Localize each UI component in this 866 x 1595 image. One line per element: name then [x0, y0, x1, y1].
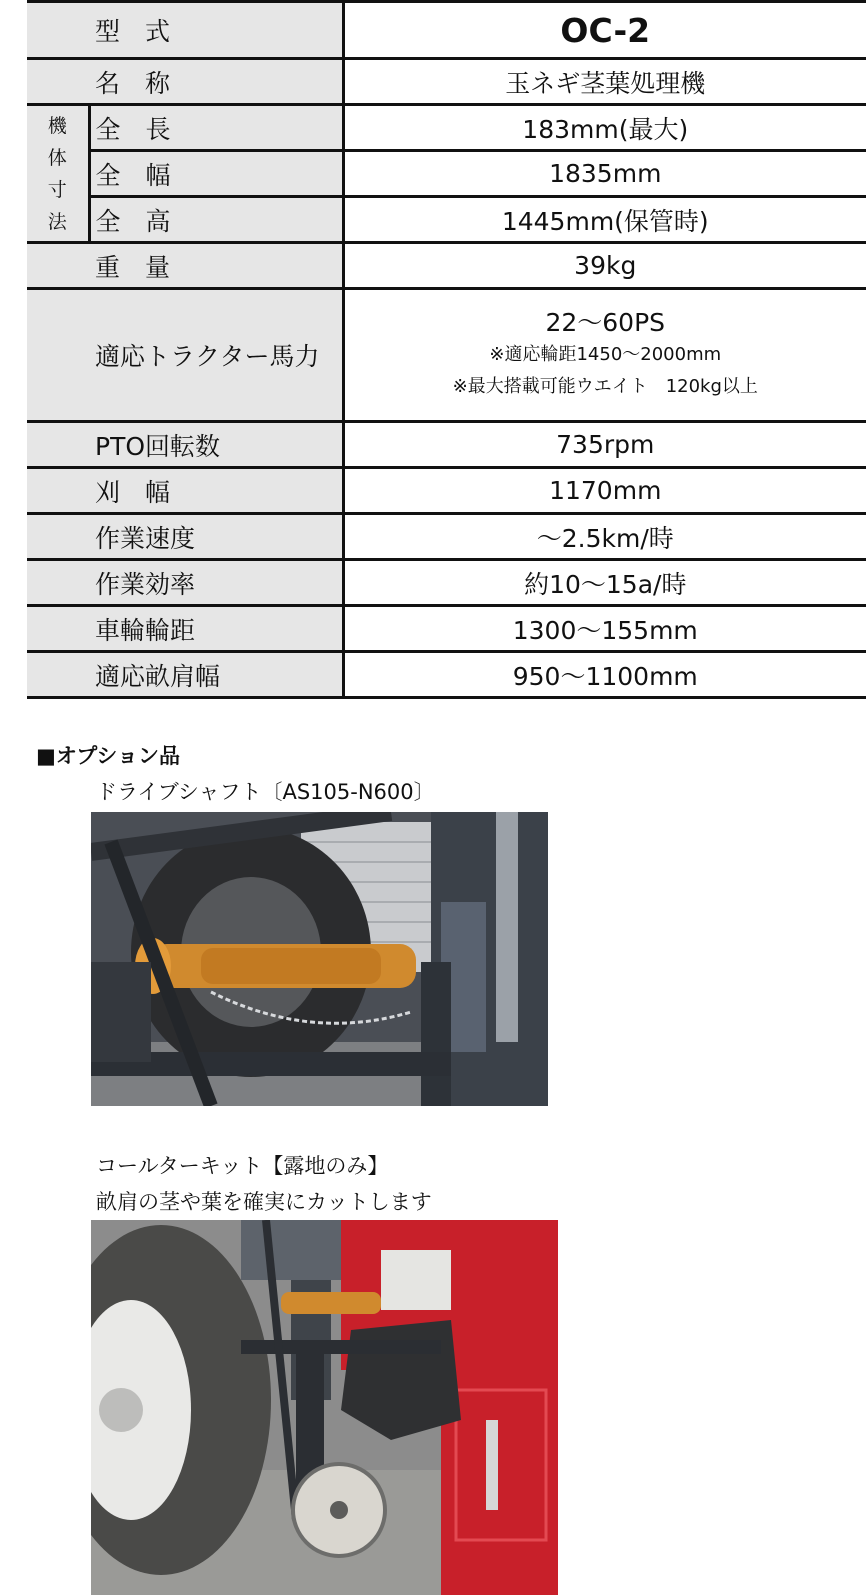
label-efficiency: 作業効率 — [27, 560, 343, 606]
value-pto: 735rpm — [343, 422, 866, 468]
options-heading: ■オプション品 — [36, 744, 180, 768]
spec-row-weight — [27, 243, 866, 289]
spec-row-efficiency — [27, 560, 866, 606]
label-model: 型 式 — [27, 2, 343, 59]
option-caption-coulter-kit: コールターキット【露地のみ】 — [96, 1154, 389, 1178]
value-efficiency: 約10～15a/時 — [343, 560, 866, 606]
spec-row-width — [27, 151, 866, 197]
spec-row-pto — [27, 422, 866, 468]
spec-row-speed — [27, 514, 866, 560]
spec-row-height — [27, 197, 866, 243]
option-caption-drive-shaft: ドライブシャフト〔AS105-N600〕 — [96, 780, 435, 804]
label-tread: 車輪輪距 — [27, 606, 343, 652]
group-char: 体 — [47, 146, 67, 169]
value-speed: ～2.5km/時 — [343, 514, 866, 560]
value-tread: 1300～155mm — [343, 606, 866, 652]
label-dimensions-group — [27, 105, 89, 243]
spec-table — [27, 0, 866, 699]
drive-shaft-illustration — [91, 812, 548, 1106]
label-ridge: 適応畝肩幅 — [27, 652, 343, 698]
value-tractor — [343, 289, 866, 422]
label-length: 全 長 — [89, 105, 343, 151]
label-speed: 作業速度 — [27, 514, 343, 560]
group-char: 寸 — [47, 178, 67, 201]
value-ridge: 950～1100mm — [343, 652, 866, 698]
value-name: 玉ネギ茎葉処理機 — [343, 59, 866, 105]
coulter-kit-photo — [91, 1220, 558, 1595]
label-tractor: 適応トラクター馬力 — [27, 289, 343, 422]
tractor-hp: 22～60PS — [545, 308, 666, 337]
coulter-kit-illustration — [91, 1220, 558, 1595]
spec-row-length — [27, 105, 866, 151]
spec-row-model — [27, 2, 866, 59]
value-model: OC-2 — [343, 2, 866, 59]
spec-row-cut-width — [27, 468, 866, 514]
group-char: 法 — [47, 210, 67, 233]
tractor-note-weight: ※最大搭載可能ウエイト 120kg以上 — [452, 376, 758, 397]
drive-shaft-photo — [91, 812, 548, 1106]
value-width: 1835mm — [343, 151, 866, 197]
spec-row-name — [27, 59, 866, 105]
option-description-coulter-kit: 畝肩の茎や葉を確実にカットします — [96, 1190, 432, 1214]
value-height: 1445mm(保管時) — [343, 197, 866, 243]
spec-row-ridge — [27, 652, 866, 698]
value-weight: 39kg — [343, 243, 866, 289]
label-cut-width: 刈 幅 — [27, 468, 343, 514]
spec-row-tractor — [27, 289, 866, 422]
group-char: 機 — [47, 114, 67, 137]
tractor-note-tread: ※適応輪距1450～2000mm — [489, 344, 722, 365]
spec-row-tread — [27, 606, 866, 652]
label-name: 名 称 — [27, 59, 343, 105]
label-height: 全 高 — [89, 197, 343, 243]
label-weight: 重 量 — [27, 243, 343, 289]
value-cut-width: 1170mm — [343, 468, 866, 514]
label-width: 全 幅 — [89, 151, 343, 197]
label-pto: PTO回転数 — [27, 422, 343, 468]
value-length: 183mm(最大) — [343, 105, 866, 151]
